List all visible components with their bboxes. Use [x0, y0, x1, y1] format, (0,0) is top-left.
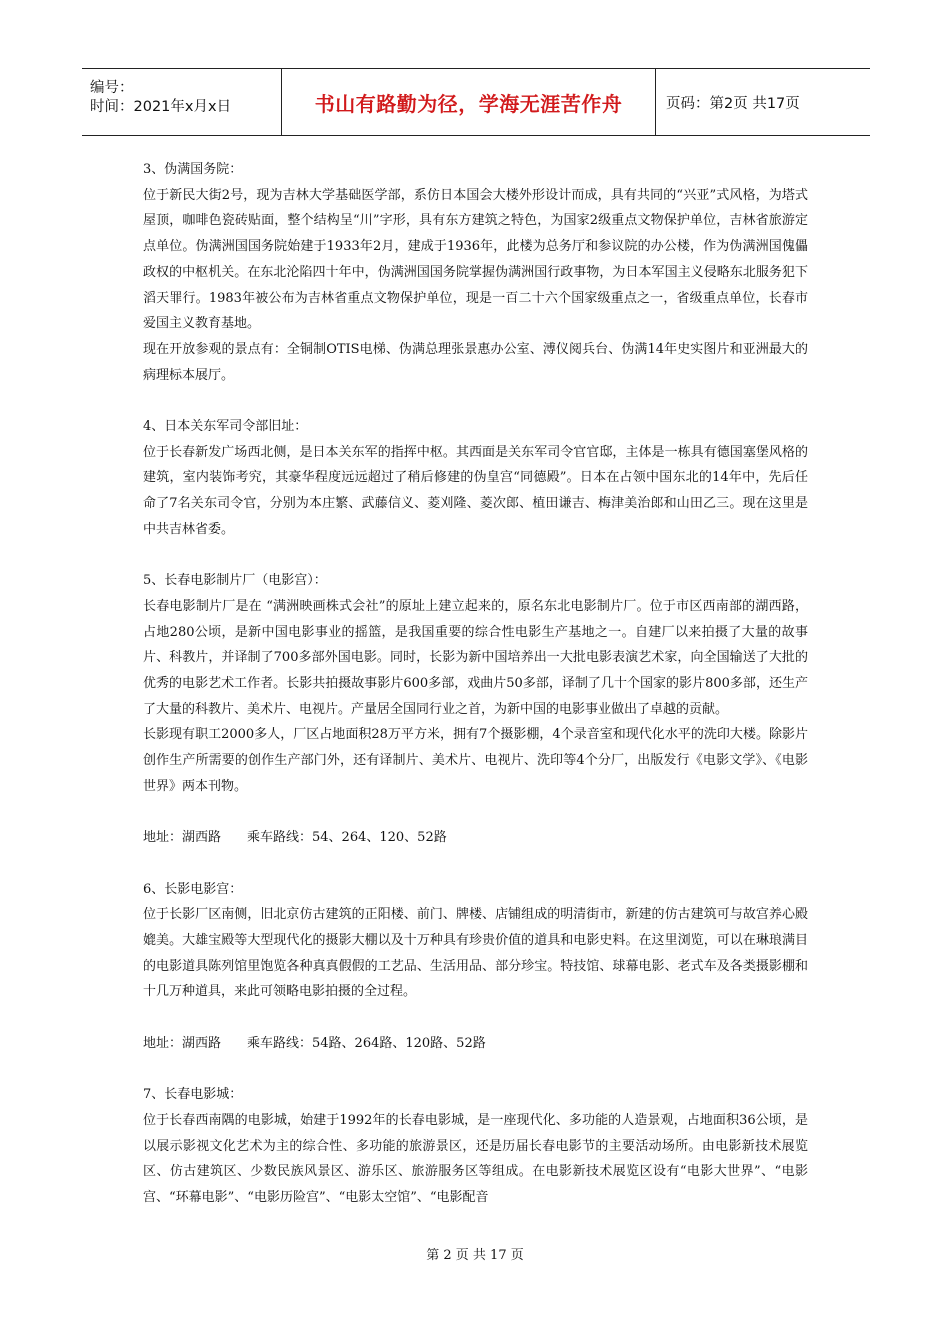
section-title: 5、长春电影制片厂（电影宫）：: [143, 573, 327, 589]
page-footer: 第 2 页 共 17 页: [426, 1248, 524, 1263]
section-paragraph: 位于长春新发广场西北侧，是日本关东军的指挥中枢。其西面是关东军司令官官邸，主体是一栋具有德国塞堡风格的建筑，室内装饰考究，其豪华程度远远超过了稍后修建的伪皇宫“同德殿”。日本在占领中国东北的14年中，先后任命了7名关东司令官，分别为本庄繁、武藤信义、菱刈隆、菱次郎、植田谦吉、梅津美治郎和山田乙三。现在这里是中共吉林省委。: [143, 444, 808, 537]
header-number-label: 编号：: [90, 80, 134, 96]
section-paragraph: 位于长影厂区南侧，旧北京仿古建筑的正阳楼、前门、牌楼、店铺组成的明清街市，新建的仿古建筑可与故宫养心殿媲美。大雄宝殿等大型现代化的摄影大棚以及十万种具有珍贵价值的道具和电影史料。在这里浏览，可以在琳琅满目的电影道具陈列馆里饱览各种真真假假的工艺品、生活用品、部分珍宝。特技馆、球幕电影、老式车及各类摄影棚和十几万种道具，来此可领略电影拍摄的全过程。: [143, 907, 808, 1000]
section-address: 地址：湖西路 乘车路线：54路、264路、120路、52路: [143, 1035, 486, 1051]
header-page-label: 页码：第2页 共17页: [666, 95, 800, 112]
section-address: 地址：湖西路 乘车路线：54、264、120、52路: [143, 830, 447, 846]
section-title: 4、日本关东军司令部旧址：: [143, 419, 308, 435]
header-time-label: 时间：2021年x月x日: [90, 99, 232, 115]
section-paragraph: 长影现有职工2000多人，厂区占地面积28万平方米，拥有7个摄影棚，4个录音室和现代化水平的洗印大楼。除影片创作生产所需要的创作生产部门外，还有译制片、美术片、电视片、洗印等4个分厂，出版发行《电影文学》、《电影世界》两本刊物。: [143, 727, 808, 794]
section-paragraph: 位于新民大街2号，现为吉林大学基础医学部，系仿日本国会大楼外形设计而成，具有共同的“兴亚”式风格，为塔式屋顶，咖啡色瓷砖贴面，整个结构呈“川”字形，具有东方建筑之特色，为国家2级重点文物保护单位，吉林省旅游定点单位。伪满洲国国务院始建于1933年2月，建成于1936年，此楼为总务厅和参议院的办公楼，作为伪满洲国傀儡政权的中枢机关。在东北沦陷四十年中，伪满洲国国务院掌握伪满洲国行政事物，为日本军国主义侵略东北服务犯下滔天罪行。1983年被公布为吉林省重点文物保护单位，现是一百二十六个国家级重点之一，省级重点单位，长春市爱国主义教育基地。: [143, 187, 808, 332]
section-paragraph: 长春电影制片厂是在 “满洲映画株式会社”的原址上建立起来的，原名东北电影制片厂。位于市区西南部的湖西路，占地280公顷，是新中国电影事业的摇篮，是我国重要的综合性电影生产基地之一。自建厂以来拍摄了大量的故事片、科教片，并译制了700多部外国电影。同时，长影为新中国培养出一大批电影表演艺术家，向全国输送了大批的优秀的电影艺术工作者。长影共拍摄故事影片600多部，戏曲片50多部，译制了几十个国家的影片800多部，还生产了大量的科教片、美术片、电视片。产量居全国同行业之首，为新中国的电影事业做出了卓越的贡献。: [143, 598, 808, 717]
header-motto: 书山有路勤为径，学海无涯苦作舟: [282, 69, 656, 135]
document-body: [143, 157, 808, 1211]
section-title: 7、长春电影城：: [143, 1087, 243, 1103]
section-spacer: [143, 388, 808, 414]
section-paragraph: 位于长春西南隅的电影城，始建于1992年的长春电影城，是一座现代化、多功能的人造景观，占地面积36公顷，是以展示影视文化艺术为主的综合性、多功能的旅游景区，还是历届长春电影节的主要活动场所。由电影新技术展览区、仿古建筑区、少数民族风景区、游乐区、旅游服务区等组成。在电影新技术展览区设有“电影大世界”、“电影宫、“环幕电影”、“电影历险宫”、“电影太空馆”、“电影配音: [143, 1112, 808, 1206]
header-meta: [82, 69, 282, 135]
section-spacer: [143, 543, 808, 569]
section-title: 6、长影电影宫：: [143, 881, 243, 897]
section-paragraph: 现在开放参观的景点有：全铜制OTIS电梯、伪满总理张景惠办公室、溥仪阅兵台、伪满14年史实图片和亚洲最大的病理标本展厅。: [143, 341, 808, 383]
section-spacer: [143, 800, 808, 826]
section-title: 3、伪满国务院：: [143, 162, 243, 177]
section-spacer: [143, 1057, 808, 1083]
page-header: [82, 68, 870, 136]
section-spacer: [143, 1005, 808, 1031]
section-spacer: [143, 851, 808, 877]
